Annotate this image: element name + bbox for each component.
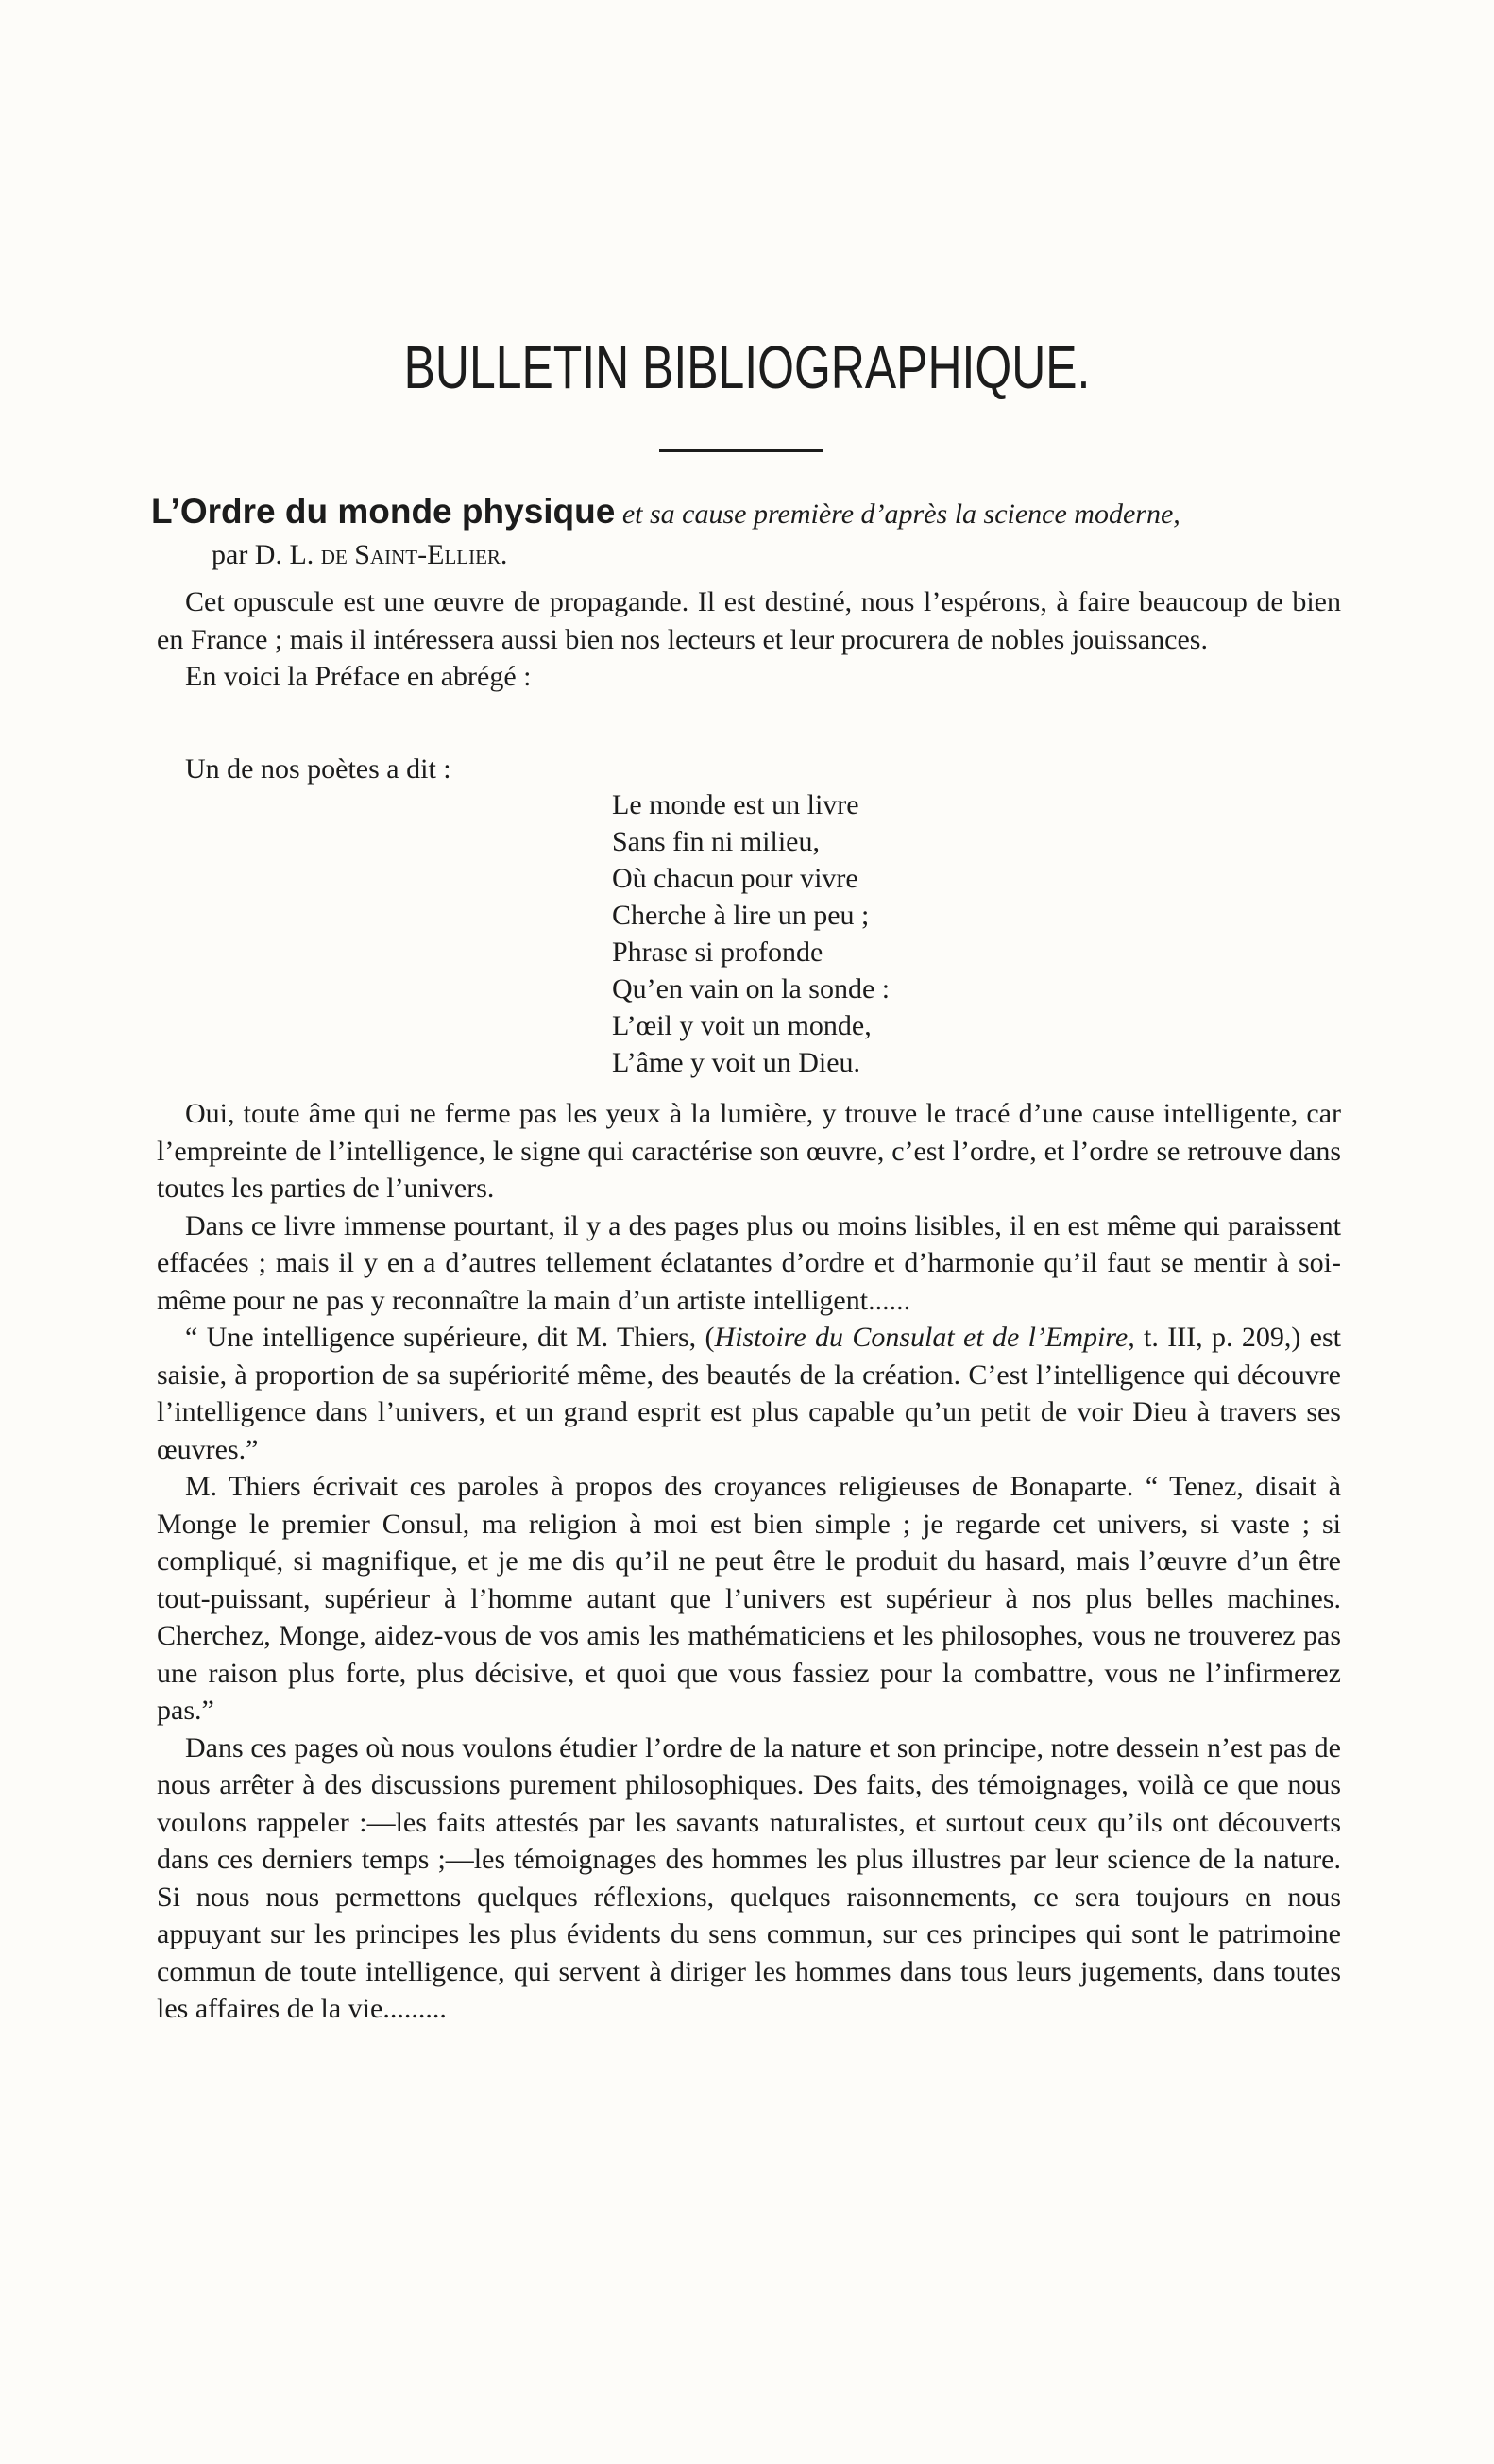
poem-intro: Un de nos poètes a dit : — [185, 753, 451, 785]
book-title-subtitle: et sa cause première d’après la science moderne, — [621, 498, 1180, 530]
poem-line: L’œil y voit un monde, — [612, 1010, 872, 1041]
body-text — [157, 1095, 1341, 2028]
author-name: de Saint-Ellier. — [320, 539, 508, 570]
poem-line: Sans fin ni milieu, — [612, 826, 820, 857]
body-paragraph: Dans ce livre immense pourtant, il y a des pages plus ou moins lisibles, il en est même qui paraissent effacées ; mais il y en a d’autres tellement éclatantes d’ordre et d’harmonie qu’il faut se mentir à soi-même pour ne pas y reconnaître la main d’un artiste intelligent...... — [157, 1209, 1341, 1316]
book-title — [151, 491, 1341, 535]
body-paragraph: Oui, toute âme qui ne ferme pas les yeux à la lumière, y trouve le tracé d’une cause intelligente, car l’empreinte de l’intelligence, le signe qui caractérise son œuvre, c’est l’ordre, et l’ordre se retrouve dans toutes les parties de l’univers. — [157, 1098, 1341, 1204]
author-prefix: par D. L. — [212, 539, 314, 570]
poem-line: Phrase si profonde — [612, 937, 823, 968]
poem — [612, 786, 890, 1081]
poem-line: L’âme y voit un Dieu. — [612, 1047, 861, 1078]
intro-block — [157, 583, 1341, 696]
quote-text: “ Une intelligence supérieure, dit M. Thiers, ( — [185, 1322, 715, 1353]
poem-line: Qu’en vain on la sonde : — [612, 973, 891, 1004]
book-author — [212, 536, 507, 574]
quote-text: t. III, p. 209,) est saisie, à proportion de sa supériorité même, des beautés de la création. C’est l’intelligence qui découvre l’intelligence dans l’univers, et un grand esprit est plus capable qu’un petit de voir Dieu à travers ses œuvres.” — [157, 1322, 1341, 1465]
quote-citation: Histoire du Consulat et de l’Empire, — [714, 1322, 1135, 1353]
intro-paragraph: En voici la Préface en abrégé : — [185, 661, 532, 692]
page-heading: BULLETIN BIBLIOGRAPHIQUE. — [403, 333, 1091, 401]
body-paragraph-quote — [157, 1319, 1341, 1468]
poem-line: Cherche à lire un peu ; — [612, 900, 870, 931]
body-paragraph: Dans ces pages où nous voulons étudier l’ordre de la nature et son principe, notre dessein n’est pas de nous arrêter à des discussions purement philosophiques. Des faits, des témoignages, voilà ce que nous voulons rappeler :—les faits attestés par les savants naturalistes, et surtout ceux qu’ils ont découverts dans ces derniers temps ;—les témoignages des hommes les plus illustres par leur science de la nature. Si nous nous permettons quelques réflexions, quelques raisonnements, ce sera toujours en nous appuyant sur les principes les plus évidents du sens commun, sur ces principes qui sont le patrimoine commun de toute intelligence, qui servent à diriger les hommes dans tous leurs jugements, dans toutes les affaires de la vie......... — [157, 1731, 1341, 2024]
body-paragraph: M. Thiers écrivait ces paroles à propos des croyances religieuses de Bonaparte. “ Tenez, disait à Monge le premier Consul, ma religion à moi est bien simple ; je regarde cet univers, si vaste ; si compliqué, si magnifique, et je me dis qu’il ne peut être le produit du hasard, mais l’œuvre d’un être tout-puissant, supérieur à l’homme autant que l’univers est supérieur à nos plus belles machines. Cherchez, Monge, aidez-vous de vos amis les mathématiciens et les philosophes, vous ne trouverez pas une raison plus forte, plus décisive, et quoi que vous fassiez pour la combattre, vous ne l’infirmerez pas.” — [157, 1471, 1341, 1726]
heading-rule — [659, 449, 823, 452]
book-title-main: L’Ordre du monde physique — [151, 492, 616, 531]
intro-paragraph: Cet opuscule est une œuvre de propagande. Il est destiné, nous l’espérons, à faire beaucoup de bien en France ; mais il intéressera aussi bien nos lecteurs et leur procurera de nobles jouissances. — [157, 586, 1341, 655]
poem-line: Où chacun pour vivre — [612, 863, 858, 894]
poem-line: Le monde est un livre — [612, 789, 859, 820]
